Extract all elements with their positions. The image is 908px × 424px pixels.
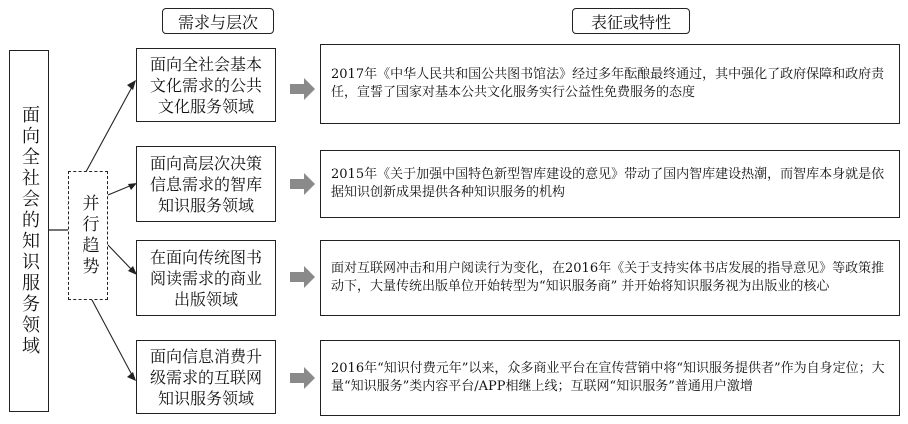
desc-box-4 [320,340,900,416]
header-needs [162,8,274,34]
need-box-3 [136,240,276,316]
arrow-right-icon [290,77,316,101]
need-label-4: 面向信息消费升级需求的互联网知识服务领域 [149,346,262,408]
header-needs-label: 需求与层次 [177,12,258,32]
desc-box-3 [320,240,900,316]
need-box-1 [136,48,276,122]
connector-row-2 [108,185,132,195]
root-domain-box [9,50,49,412]
root-domain-label: 面向全社会的知识服务领域 [19,105,40,357]
arrowhead-row-1 [127,80,136,90]
header-features-label: 表征或特性 [590,12,671,32]
desc-text-2: 2015年《关于加强中国特色新型智库建设的意见》带动了国内智库建设热潮，而智库本身就是依据知识创新成果提供各种知识服务的机构 [331,167,885,200]
desc-box-2 [320,150,900,218]
arrow-right-icon [290,172,316,196]
need-label-2: 面向高层次决策信息需求的智库知识服务领域 [149,153,262,215]
connector-row-3 [108,245,132,270]
arrow-right-icon [290,265,316,289]
header-features [572,8,690,34]
need-label-3: 在面向传统图书阅读需求的商业出版领域 [149,247,262,309]
arrowhead-row-4 [127,372,136,381]
desc-text-1: 2017年《中华人民共和国公共图书馆法》经过多年酝酿最终通过，其中强化了政府保障和政府责任，宣誓了国家对基本公共文化服务实行公益性免费服务的态度 [331,67,885,100]
need-label-1: 面向全社会基本文化需求的公共文化服务领域 [149,54,262,116]
desc-box-1 [320,44,900,124]
arrow-right-icon [290,366,316,390]
desc-text-4: 2016年“知识付费元年”以来，众多商业平台在宣传营销中将“知识服务提供者”作为自身定位；大量“知识服务”类内容平台/APP相继上线；互联网“知识服务”普通用户激增 [331,361,885,394]
need-box-4 [136,340,276,414]
parallel-trend-box [68,171,108,300]
parallel-trend-label: 并行趋势 [78,193,99,278]
need-box-2 [136,146,276,222]
desc-text-3: 面对互联网冲击和用户阅读行为变化，在2016年《关于支持实体书店发展的指导意见》等政策推动下，大量传统出版单位开始转型为“知识服务商” 并开始将知识服务视为出版业的核心 [331,261,885,294]
